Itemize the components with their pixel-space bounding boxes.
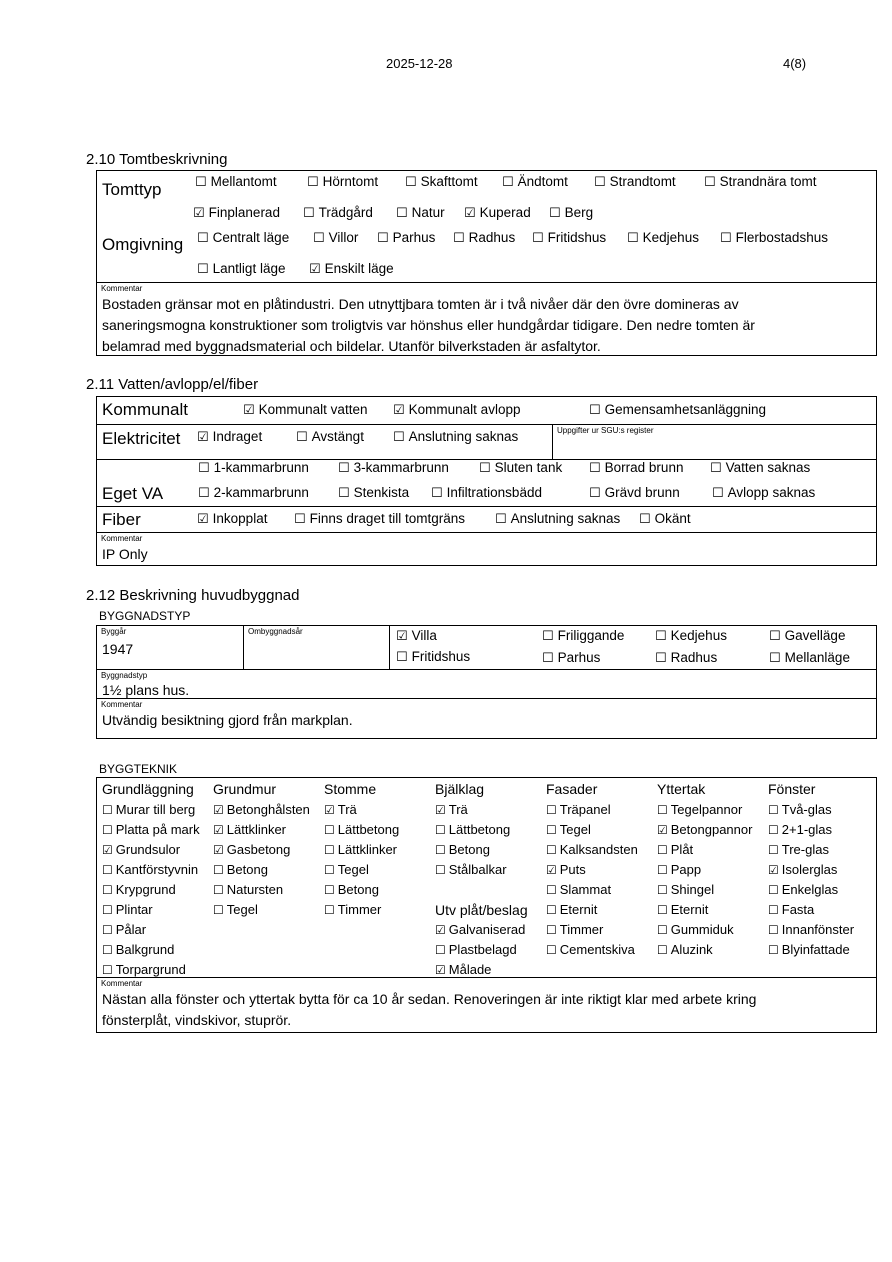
stomme-item[interactable]: ☐ Betong (324, 882, 379, 897)
byggar-row (97, 626, 876, 669)
checkbox-icon[interactable]: ☐ (768, 803, 779, 817)
fiber-label: Fiber (102, 510, 141, 529)
checkbox-icon[interactable]: ☐ (589, 486, 601, 501)
checkbox-icon[interactable]: ☑ (768, 863, 779, 877)
checkbox-icon[interactable]: ☐ (479, 461, 491, 476)
byggteknik-comment-row (97, 977, 876, 1032)
omgivning-centralt-lage[interactable]: ☐ Centralt läge (197, 230, 290, 246)
checkbox-icon[interactable]: ☐ (324, 823, 335, 837)
grundlaggning-item[interactable]: ☑ Grundsulor (102, 842, 181, 857)
bjalklag-item[interactable]: ☐ Plastbelagd (435, 942, 517, 957)
checkbox-icon[interactable]: ☐ (768, 943, 779, 957)
checkbox-icon[interactable]: ☐ (195, 175, 207, 190)
checkbox-icon[interactable]: ☐ (768, 843, 779, 857)
byggar-value: 1947 (102, 641, 134, 657)
tomttyp-horntomt[interactable]: ☐ Hörntomt (307, 174, 379, 190)
eget-2-kammarbrunn[interactable]: ☐ 2-kammarbrunn (198, 485, 309, 501)
tomttyp-natur[interactable]: ☐ Natur (396, 205, 445, 221)
eget-borrad-brunn[interactable]: ☐ Borrad brunn (589, 460, 684, 476)
checkbox-icon[interactable]: ☑ (435, 923, 446, 937)
checkbox-icon[interactable]: ☐ (546, 923, 557, 937)
vatten-comment-label: Kommentar (101, 534, 143, 543)
omgivning-villor[interactable]: ☐ Villor (313, 230, 359, 246)
byggnadstyp-label: Byggnadstyp (101, 671, 148, 680)
byggnadstyp-row (97, 669, 876, 698)
checkbox-icon[interactable]: ☐ (655, 629, 667, 644)
checkbox-icon[interactable]: ☐ (102, 863, 113, 877)
checkbox-icon[interactable]: ☐ (453, 231, 465, 246)
column-head-stomme: Stomme (324, 781, 377, 797)
checkbox-icon[interactable]: ☑ (435, 963, 446, 977)
yttertak-item[interactable]: ☐ Eternit (657, 902, 709, 917)
tomttyp-label: Tomttyp (102, 180, 162, 199)
checkbox-icon[interactable]: ☐ (657, 803, 668, 817)
checkbox-icon[interactable]: ☐ (655, 651, 667, 666)
grundlaggning-item[interactable]: ☐ Platta på mark (102, 822, 200, 837)
fonster-item[interactable]: ☐ Två-glas (768, 802, 832, 817)
checkbox-icon[interactable]: ☐ (324, 843, 335, 857)
byggteknik-comment-label: Kommentar (101, 979, 143, 988)
page-number: 4(8) (783, 56, 807, 71)
fasader-item[interactable]: ☑ Puts (546, 862, 586, 877)
checkbox-icon[interactable]: ☐ (712, 486, 724, 501)
checkbox-icon[interactable]: ☐ (102, 803, 113, 817)
yttertak-item[interactable]: ☐ Gummiduk (657, 922, 734, 937)
checkbox-icon[interactable]: ☐ (197, 262, 209, 277)
checkbox-icon[interactable]: ☐ (589, 461, 601, 476)
checkbox-icon[interactable]: ☑ (102, 843, 113, 857)
byggnad-comment-label: Kommentar (101, 700, 143, 709)
tomt-comment-label: Kommentar (101, 284, 143, 293)
byggnadstyp-table (96, 625, 877, 739)
yttertak-item[interactable]: ☐ Tegelpannor (657, 802, 743, 817)
ombyggnad-label: Ombyggnadsår (248, 627, 303, 636)
fonster-item[interactable]: ☐ Enkelglas (768, 882, 839, 897)
omgivning-enskilt-lage[interactable]: ☑ Enskilt läge (309, 261, 394, 277)
checkbox-icon[interactable]: ☐ (546, 943, 557, 957)
ombyggnad-divider (389, 626, 390, 669)
checkbox-icon[interactable]: ☐ (213, 903, 224, 917)
bjalklag-item[interactable]: ☑ Målade (435, 962, 492, 977)
typ-villa[interactable]: ☑ Villa (396, 628, 437, 644)
column-head-utv-plat-beslag: Utv plåt/beslag (435, 902, 528, 918)
tomttyp-mellantomt[interactable]: ☐ Mellantomt (195, 174, 277, 190)
tomt-comment-line: Bostaden gränsar mot en plåtindustri. Den utnyttjbara tomten är i två nivåer där den övre domineras av (102, 296, 739, 312)
byggteknik-comment-line: Nästan alla fönster och yttertak bytta för ca 10 år sedan. Renoveringen är inte riktigt klar med arbete kring (102, 991, 757, 1007)
sgu-label: Uppgifter ur SGU:s register (557, 426, 654, 435)
checkbox-icon[interactable]: ☐ (431, 486, 443, 501)
checkbox-icon[interactable]: ☐ (102, 883, 113, 897)
checkbox-icon[interactable]: ☐ (594, 175, 606, 190)
fasader-item[interactable]: ☐ Eternit (546, 902, 598, 917)
checkbox-icon[interactable]: ☐ (627, 231, 639, 246)
el-avstangt[interactable]: ☐ Avstängt (296, 429, 364, 445)
checkbox-icon[interactable]: ☐ (769, 651, 781, 666)
fonster-item[interactable]: ☐ 2+1-glas (768, 822, 832, 837)
checkbox-icon[interactable]: ☑ (396, 629, 408, 644)
byggnad-comment: Utvändig besiktning gjord från markplan. (102, 712, 353, 728)
checkbox-icon[interactable]: ☑ (309, 262, 321, 277)
tomttyp-skafttomt[interactable]: ☐ Skafttomt (405, 174, 478, 190)
checkbox-icon[interactable]: ☐ (102, 923, 113, 937)
checkbox-icon[interactable]: ☐ (102, 963, 113, 977)
yttertak-item[interactable]: ☐ Plåt (657, 842, 694, 857)
checkbox-icon[interactable]: ☐ (542, 629, 554, 644)
checkbox-icon[interactable]: ☑ (213, 803, 224, 817)
checkbox-icon[interactable]: ☐ (435, 843, 446, 857)
column-head-fasader: Fasader (546, 781, 598, 797)
checkbox-icon[interactable]: ☐ (769, 629, 781, 644)
fasader-item[interactable]: ☐ Timmer (546, 922, 604, 937)
checkbox-icon[interactable]: ☐ (549, 206, 561, 221)
checkbox-icon[interactable]: ☐ (657, 863, 668, 877)
byggnadstyp-value: 1½ plans hus. (102, 682, 190, 698)
grundlaggning-item[interactable]: ☐ Plintar (102, 902, 153, 917)
byggnad-comment-row (97, 698, 876, 738)
stomme-item[interactable]: ☑ Trä (324, 802, 357, 817)
eget-stenkista[interactable]: ☐ Stenkista (338, 485, 410, 501)
section-2-11-title: 2.11 Vatten/avlopp/el/fiber (86, 376, 259, 393)
checkbox-icon[interactable]: ☐ (546, 903, 557, 917)
grundmur-item[interactable]: ☐ Betong (213, 862, 268, 877)
eget-vatten-saknas[interactable]: ☐ Vatten saknas (710, 460, 811, 476)
checkbox-icon[interactable]: ☐ (198, 486, 210, 501)
grundlaggning-item[interactable]: ☐ Kantförstyvnin (102, 862, 199, 877)
checkbox-icon[interactable]: ☐ (546, 803, 557, 817)
grundlaggning-item[interactable]: ☐ Murar till berg (102, 802, 196, 817)
checkbox-icon[interactable]: ☐ (294, 512, 306, 527)
omgivning-lantligt-lage[interactable]: ☐ Lantligt läge (197, 261, 286, 277)
checkbox-icon[interactable]: ☐ (102, 903, 113, 917)
checkbox-icon[interactable]: ☑ (193, 206, 205, 221)
fonster-item[interactable]: ☐ Fasta (768, 902, 815, 917)
checkbox-icon[interactable]: ☑ (324, 803, 335, 817)
checkbox-icon[interactable]: ☐ (197, 231, 209, 246)
checkbox-icon[interactable]: ☐ (502, 175, 514, 190)
checkbox-icon[interactable]: ☐ (768, 823, 779, 837)
checkbox-icon[interactable]: ☐ (532, 231, 544, 246)
column-head-yttertak: Yttertak (657, 781, 706, 797)
grundmur-item[interactable]: ☑ Gasbetong (213, 842, 291, 857)
fiber-anslutning-saknas[interactable]: ☐ Anslutning saknas (495, 511, 621, 527)
grundmur-item[interactable]: ☑ Betonghålsten (213, 802, 310, 817)
grundmur-item[interactable]: ☑ Lättklinker (213, 822, 287, 837)
checkbox-icon[interactable]: ☐ (768, 883, 779, 897)
grundlaggning-item[interactable]: ☐ Krypgrund (102, 882, 176, 897)
checkbox-icon[interactable]: ☑ (464, 206, 476, 221)
fasader-item[interactable]: ☐ Cementskiva (546, 942, 635, 957)
header-date: 2025-12-28 (386, 56, 453, 71)
bjalklag-item[interactable]: ☑ Galvaniserad (435, 922, 526, 937)
checkbox-icon[interactable]: ☑ (393, 403, 405, 418)
checkbox-icon[interactable]: ☑ (546, 863, 557, 877)
checkbox-icon[interactable]: ☑ (197, 512, 209, 527)
fonster-item[interactable]: ☐ Blyinfattade (768, 942, 850, 957)
checkbox-icon[interactable]: ☐ (546, 883, 557, 897)
fasader-item[interactable]: ☐ Slammat (546, 882, 612, 897)
bjalklag-item[interactable]: ☐ Lättbetong (435, 822, 511, 837)
section-2-12-title: 2.12 Beskrivning huvudbyggnad (86, 587, 300, 604)
fonster-item[interactable]: ☐ Innanfönster (768, 922, 855, 937)
stomme-item[interactable]: ☐ Timmer (324, 902, 382, 917)
fiber-tomtgrans[interactable]: ☐ Finns draget till tomtgräns (294, 511, 465, 527)
fonster-item[interactable]: ☑ Isolerglas (768, 862, 838, 877)
checkbox-icon[interactable]: ☐ (768, 923, 779, 937)
checkbox-icon[interactable]: ☐ (213, 863, 224, 877)
checkbox-icon[interactable]: ☐ (405, 175, 417, 190)
omgivning-kedjehus[interactable]: ☐ Kedjehus (627, 230, 699, 246)
fonster-item[interactable]: ☐ Tre-glas (768, 842, 829, 857)
fasader-item[interactable]: ☐ Kalksandsten (546, 842, 638, 857)
checkbox-icon[interactable]: ☐ (435, 943, 446, 957)
checkbox-icon[interactable]: ☐ (435, 823, 446, 837)
typ-radhus[interactable]: ☐ Radhus (655, 650, 718, 666)
checkbox-icon[interactable]: ☑ (435, 803, 446, 817)
typ-kedjehus[interactable]: ☐ Kedjehus (655, 628, 727, 644)
checkbox-icon[interactable]: ☐ (393, 430, 405, 445)
el-anslutning-saknas[interactable]: ☐ Anslutning saknas (393, 429, 519, 445)
column-head-fonster: Fönster (768, 781, 816, 797)
checkbox-icon[interactable]: ☑ (213, 843, 224, 857)
omgivning-label: Omgivning (102, 235, 184, 254)
checkbox-icon[interactable]: ☐ (324, 863, 335, 877)
checkbox-icon[interactable]: ☑ (197, 430, 209, 445)
section-2-10-title: 2.10 Tomtbeskrivning (86, 151, 228, 168)
checkbox-icon[interactable]: ☐ (657, 843, 668, 857)
yttertak-item[interactable]: ☐ Papp (657, 862, 702, 877)
checkbox-icon[interactable]: ☐ (338, 461, 350, 476)
checkbox-icon[interactable]: ☐ (495, 512, 507, 527)
bjalklag-item[interactable]: ☑ Trä (435, 802, 468, 817)
column-head-grundmur: Grundmur (213, 781, 277, 797)
column-head-bjalklag: Bjälklag (435, 781, 485, 797)
kommunalt-avlopp[interactable]: ☑ Kommunalt avlopp (393, 402, 521, 418)
checkbox-icon[interactable]: ☐ (546, 823, 557, 837)
checkbox-icon[interactable]: ☐ (589, 403, 601, 418)
checkbox-icon[interactable]: ☐ (102, 943, 113, 957)
checkbox-icon[interactable]: ☐ (198, 461, 210, 476)
checkbox-icon[interactable]: ☐ (313, 231, 325, 246)
tomt-comment-line: saneringsmogna konstruktioner som troligtvis var hönshus eller hundgårdar tidigare. Den nedre tomten är (102, 317, 755, 333)
checkbox-icon[interactable]: ☐ (542, 651, 554, 666)
checkbox-icon[interactable]: ☐ (657, 883, 668, 897)
vatten-comment-row (97, 532, 876, 565)
column-head-grundlaggning: Grundläggning (102, 781, 194, 797)
stomme-item[interactable]: ☐ Lättbetong (324, 822, 400, 837)
byggar-divider (243, 626, 244, 669)
eget-3-kammarbrunn[interactable]: ☐ 3-kammarbrunn (338, 460, 449, 476)
grundmur-item[interactable]: ☐ Tegel (213, 902, 258, 917)
vatten-table (96, 396, 877, 566)
elektricitet-label: Elektricitet (102, 429, 181, 448)
checkbox-icon[interactable]: ☐ (303, 206, 315, 221)
checkbox-icon[interactable]: ☐ (324, 883, 335, 897)
checkbox-icon[interactable]: ☐ (657, 923, 668, 937)
omgivning-fritidshus[interactable]: ☐ Fritidshus (532, 230, 607, 246)
tomt-comment-row (97, 282, 876, 355)
tomttyp-berg[interactable]: ☐ Berg (549, 205, 594, 221)
checkbox-icon[interactable]: ☐ (704, 175, 716, 190)
checkbox-icon[interactable]: ☐ (296, 430, 308, 445)
checkbox-icon[interactable]: ☐ (657, 903, 668, 917)
checkbox-icon[interactable]: ☑ (213, 823, 224, 837)
typ-mellanlage[interactable]: ☐ Mellanläge (769, 650, 850, 666)
vatten-comment: IP Only (102, 546, 148, 562)
checkbox-icon[interactable]: ☐ (720, 231, 732, 246)
tomttyp-kuperad[interactable]: ☑ Kuperad (464, 205, 531, 221)
checkbox-icon[interactable]: ☐ (657, 943, 668, 957)
fasader-item[interactable]: ☐ Tegel (546, 822, 591, 837)
checkbox-icon[interactable]: ☐ (307, 175, 319, 190)
checkbox-icon[interactable]: ☐ (338, 486, 350, 501)
tomt-comment (102, 294, 755, 357)
eget-infiltrationsbadd[interactable]: ☐ Infiltrationsbädd (431, 485, 542, 501)
grundlaggning-item[interactable]: ☐ Torpargrund (102, 962, 186, 977)
fiber-okant[interactable]: ☐ Okänt (639, 511, 691, 527)
omgivning-parhus[interactable]: ☐ Parhus (377, 230, 436, 246)
sgu-divider (552, 425, 553, 459)
checkbox-icon[interactable]: ☐ (377, 231, 389, 246)
checkbox-icon[interactable]: ☐ (435, 863, 446, 877)
byggnadstyp-heading: BYGGNADSTYP (99, 609, 191, 623)
eget-1-kammarbrunn[interactable]: ☐ 1-kammarbrunn (198, 460, 309, 476)
checkbox-icon[interactable]: ☐ (396, 650, 408, 665)
gemensamhetsanlaggning[interactable]: ☐ Gemensamhetsanläggning (589, 402, 767, 418)
fasader-item[interactable]: ☐ Träpanel (546, 802, 611, 817)
bjalklag-item[interactable]: ☐ Betong (435, 842, 490, 857)
checkbox-icon[interactable]: ☑ (657, 823, 668, 837)
kommunalt-label: Kommunalt (102, 400, 188, 419)
byggteknik-heading: BYGGTEKNIK (99, 762, 178, 776)
typ-parhus[interactable]: ☐ Parhus (542, 650, 601, 666)
checkbox-icon[interactable]: ☐ (710, 461, 722, 476)
eget-gravd-brunn[interactable]: ☐ Grävd brunn (589, 485, 680, 501)
tomt-comment-line: belamrad med byggnadsmaterial och bildelar. Utanför bilverkstaden är asfaltytor. (102, 338, 601, 354)
tomttyp-strandtomt[interactable]: ☐ Strandtomt (594, 174, 676, 190)
checkbox-icon[interactable]: ☐ (546, 843, 557, 857)
checkbox-icon[interactable]: ☐ (102, 823, 113, 837)
yttertak-item[interactable]: ☐ Aluzink (657, 942, 713, 957)
byggar-label: Byggår (101, 627, 127, 636)
eget-sluten-tank[interactable]: ☐ Sluten tank (479, 460, 563, 476)
omgivning-flerbostadshus[interactable]: ☐ Flerbostadshus (720, 230, 828, 246)
eget-va-label: Eget VA (102, 484, 164, 503)
el-indraget[interactable]: ☑ Indraget (197, 429, 263, 445)
grundlaggning-item[interactable]: ☐ Pålar (102, 922, 147, 937)
fiber-inkopplat[interactable]: ☑ Inkopplat (197, 511, 268, 527)
checkbox-icon[interactable]: ☐ (213, 883, 224, 897)
grundlaggning-item[interactable]: ☐ Balkgrund (102, 942, 175, 957)
eget-avlopp-saknas[interactable]: ☐ Avlopp saknas (712, 485, 816, 501)
typ-friliggande[interactable]: ☐ Friliggande (542, 628, 625, 644)
kommunalt-vatten[interactable]: ☑ Kommunalt vatten (243, 402, 368, 418)
grundmur-item[interactable]: ☐ Natursten (213, 882, 284, 897)
stomme-item[interactable]: ☐ Lättklinker (324, 842, 398, 857)
checkbox-icon[interactable]: ☐ (396, 206, 408, 221)
tomttyp-andtomt[interactable]: ☐ Ändtomt (502, 174, 568, 190)
tomttyp-finplanerad[interactable]: ☑ Finplanerad (193, 205, 280, 221)
tomttyp-strandnara-tomt[interactable]: ☐ Strandnära tomt (704, 174, 817, 190)
omgivning-radhus[interactable]: ☐ Radhus (453, 230, 516, 246)
checkbox-icon[interactable]: ☐ (639, 512, 651, 527)
byggteknik-comment-line: fönsterplåt, vindskivor, stuprör. (102, 1012, 292, 1028)
typ-fritidshus[interactable]: ☐ Fritidshus (396, 649, 471, 665)
tomttyp-tradgard[interactable]: ☐ Trädgård (303, 205, 373, 221)
byggteknik-comment (102, 989, 756, 1031)
stomme-item[interactable]: ☐ Tegel (324, 862, 369, 877)
checkbox-icon[interactable]: ☐ (768, 903, 779, 917)
bjalklag-item[interactable]: ☐ Stålbalkar (435, 862, 507, 877)
checkbox-icon[interactable]: ☐ (324, 903, 335, 917)
checkbox-icon[interactable]: ☑ (243, 403, 255, 418)
yttertak-item[interactable]: ☑ Betongpannor (657, 822, 753, 837)
yttertak-item[interactable]: ☐ Shingel (657, 882, 715, 897)
typ-gavellage[interactable]: ☐ Gavelläge (769, 628, 846, 644)
